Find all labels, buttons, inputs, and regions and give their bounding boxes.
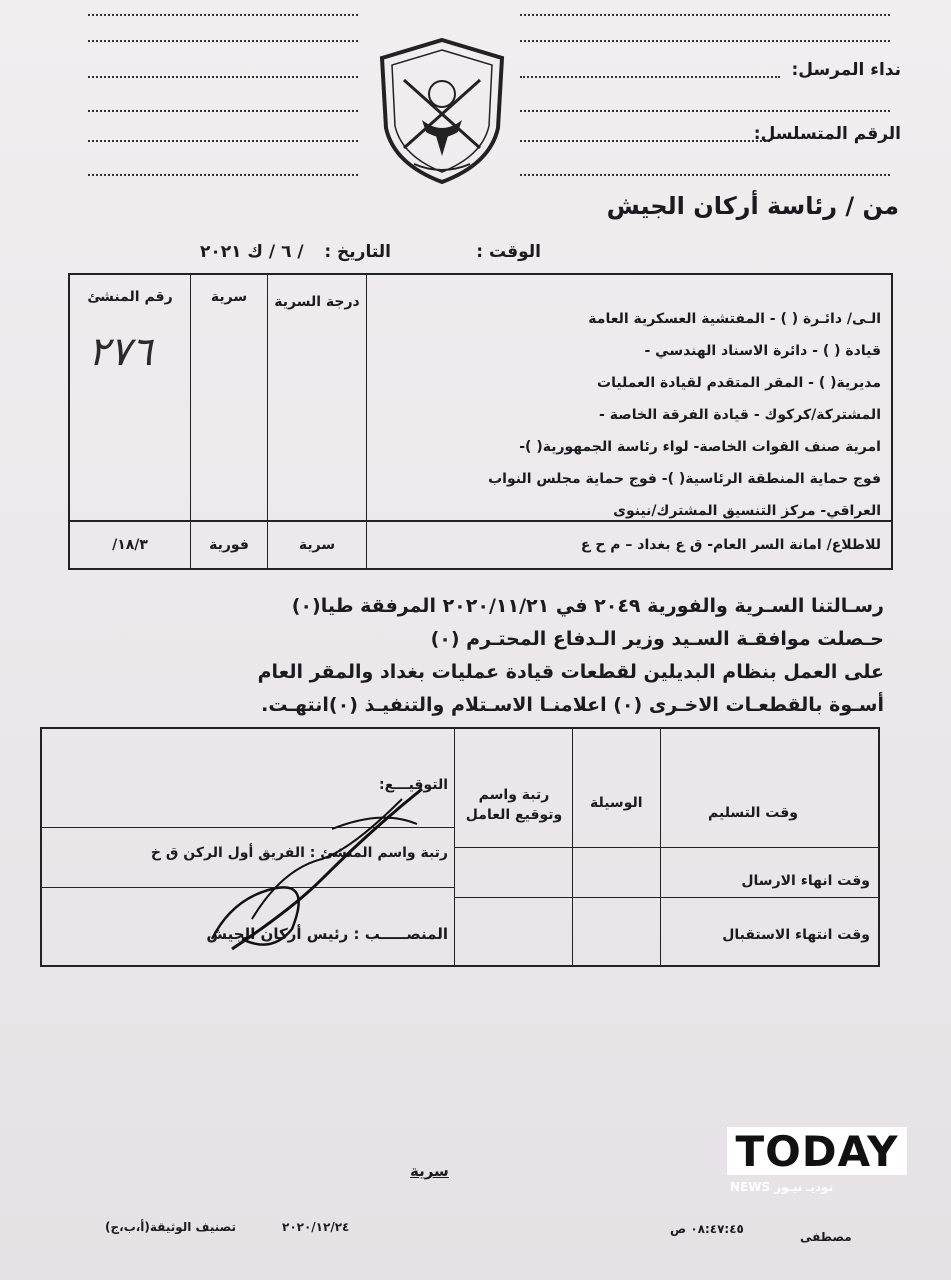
- column-divider: [572, 729, 573, 967]
- date-label: التاريخ :: [324, 242, 391, 262]
- col-degree-header: درجة السرية: [274, 294, 360, 310]
- worker-label: رتبة واسم وتوقيع العامل: [465, 787, 563, 823]
- addressee-list: [381, 303, 881, 527]
- addressee-line: المشتركة/كركوك - قيادة الفرقة الخاصة -: [599, 407, 881, 423]
- message-body: [62, 590, 884, 722]
- dotted-line: [520, 40, 890, 42]
- rank-name-line: رتبة واسم المنشئ : الفريق أول الركن ق خ: [150, 845, 448, 861]
- body-line: رسـالتنا السـرية والفورية ٢٠٤٩ في ٢٠٢٠/١١/٢١ المرفقة طيا(٠): [291, 595, 884, 617]
- col-number-header: رقم المنشئ: [87, 289, 173, 305]
- signature-label: التوقيـــع:: [379, 777, 448, 793]
- brand-subtitle: NEWS توديـ نيـوز: [730, 1180, 834, 1194]
- column-divider: [267, 275, 268, 520]
- bottom-ref: ١٨/٣/: [112, 537, 148, 553]
- column-divider: [190, 275, 191, 520]
- body-line: أسـوة بالقطعـات الاخـرى (٠) اعلامنـا الاسـتلام والتنفيـذ (٠)انتهـت.: [261, 694, 884, 716]
- dotted-line: [88, 140, 358, 142]
- addressee-line: الـى/ دائـرة ( ) - المفتشية العسكرية العامة: [588, 311, 881, 327]
- dotted-line: [88, 76, 358, 78]
- handwritten-number: ٢٧٦: [88, 329, 153, 375]
- date-value: / ٦ / ك ٢٠٢١: [200, 242, 304, 262]
- today-news-logo: [727, 1127, 907, 1175]
- dotted-line: [88, 174, 358, 176]
- dotted-line: [520, 14, 890, 16]
- column-divider: [366, 520, 367, 570]
- addressee-line: قيادة ( ) - دائرة الاسناد الهندسي -: [644, 343, 881, 359]
- column-divider: [454, 729, 455, 967]
- col-secret-header: سرية: [210, 289, 248, 305]
- addressee-table: [68, 273, 893, 570]
- dotted-line: [520, 140, 770, 142]
- end-receive-label: وقت انتهاء الاستقبال: [722, 927, 870, 943]
- dotted-line: [88, 40, 358, 42]
- position-line: المنصـــــب : رئيس أركان الجيش: [206, 925, 448, 943]
- signature-scribble-icon: [172, 769, 432, 959]
- means-label: الوسيلة: [590, 795, 643, 811]
- footer-classification: تصنيف الوثيقة(أ،ب،ج): [105, 1220, 236, 1234]
- addressee-line: امرية صنف القوات الخاصة- لواء رئاسة الجمهورية( )-: [519, 439, 881, 455]
- row-divider: [454, 847, 880, 848]
- addressee-line: العراقي- مركز التنسيق المشترك/نينوى: [613, 503, 881, 519]
- footer-date: ٢٠٢٠/١٢/٢٤: [282, 1220, 350, 1234]
- footer-time: ٠٨:٤٧:٤٥ ص: [670, 1222, 744, 1236]
- footer-secret: سرية: [410, 1162, 449, 1180]
- row-divider: [454, 897, 880, 898]
- brand-text: TODAY: [735, 1126, 899, 1176]
- footer-clerk: مصطفى: [800, 1230, 852, 1244]
- delivery-time-label: وقت التسليم: [708, 805, 798, 821]
- addressee-line: مديرية( ) - المقر المتقدم لقيادة العمليات: [597, 375, 881, 391]
- signature-table: [40, 727, 880, 967]
- column-divider: [267, 520, 268, 570]
- addressee-line: فوج حماية المنطقة الرئاسية( )- فوج حماية مجلس النواب: [488, 471, 881, 487]
- army-emblem-icon: [372, 36, 512, 186]
- column-divider: [366, 275, 367, 520]
- dotted-line: [520, 76, 780, 78]
- time-label: الوقت :: [476, 242, 541, 262]
- column-divider: [190, 520, 191, 570]
- dotted-line: [88, 14, 358, 16]
- serial-label: الرقم المتسلسل:: [753, 124, 901, 144]
- end-send-label: وقت انهاء الارسال: [741, 873, 870, 889]
- caller-label: نداء المرسل:: [791, 60, 901, 80]
- bottom-secret: سرية: [298, 537, 336, 553]
- bottom-urgent: فورية: [209, 537, 249, 553]
- from-line: من / رئاسة أركان الجيش: [606, 192, 899, 220]
- column-divider: [660, 729, 661, 967]
- body-line: على العمل بنظام البديلين لقطعات قيادة عمليات بغداد والمقر العام: [257, 661, 884, 683]
- dotted-line: [520, 110, 890, 112]
- body-line: حـصلت موافقـة السـيد وزير الـدفاع المحتـرم (٠): [430, 628, 884, 650]
- info-line: للاطلاع/ امانة السر العام- ق ع بغداد – م ح ع: [580, 537, 881, 553]
- dotted-line: [88, 110, 358, 112]
- dotted-line: [520, 174, 890, 176]
